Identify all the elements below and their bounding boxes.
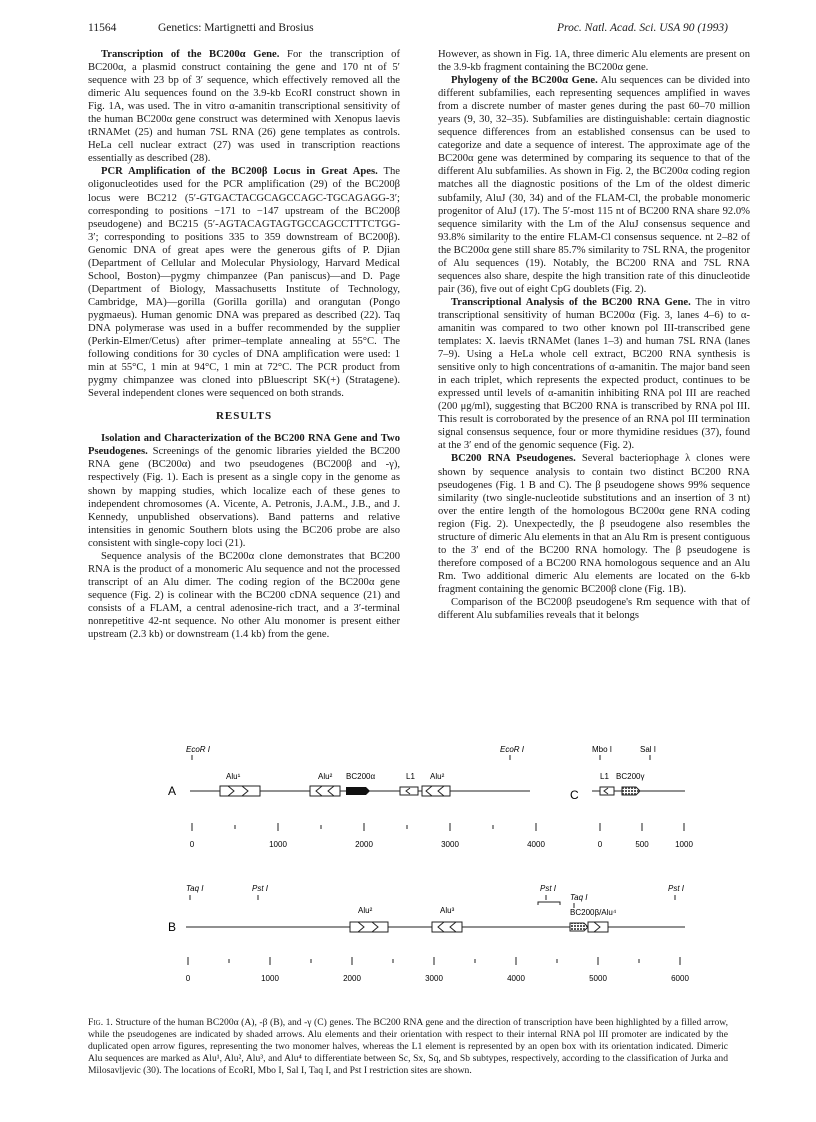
l1-element-a	[400, 787, 418, 795]
tick-label: 2000	[355, 840, 373, 849]
panel-c-scale	[598, 823, 694, 849]
left-column	[88, 48, 400, 641]
tick-label: 1000	[261, 974, 279, 983]
paragraph-phylogeny	[438, 74, 750, 296]
tick-label: 5000	[589, 974, 607, 983]
run-in-heading: Transcription of the BC200α Gene.	[101, 49, 280, 60]
alu2b-element	[422, 786, 450, 796]
bc200g-label: BC200γ	[616, 772, 645, 781]
mboi-label: Mbo I	[592, 745, 613, 754]
paragraph-body: Alu sequences can be divided into different subfamilies, each representing sequences amplified in waves from a discrete number of master genes during the past 60–70 million years (9, 30, 32–35). Subfamilies are distinguishable: certain diagnostic sequence differences from an established consensus can be used to categorize and date a sequence of interest. The approximate age of the BC200α gene was determined by comparing its sequence to that of the different Alu subfamilies. As shown in Fig. 2, the BC200α coding region matches all the diagnostic positions of the Lm of the oldest dimeric subfamily, AluJ (30, 34) and of the FLAM-Cl, the probable monomeric progenitor of AluJ (17). The 5′-most 115 nt of BC200 RNA share 92.0% sequence similarity with the Lm of the AluJ consensus sequence and 93.8% similarity to the entire FLAM-Cl consensus sequence. nt 2–82 of the BC200α gene still share 85.7% similarity to 7SL RNA, the progenitor of Alu sequences (19). Notably, the BC200 RNA and 7SL RNA sequences also share, despite the high transition rate of this dinucleotide pair (36), five out of eight CpG doublets (Fig. 2).	[438, 75, 750, 295]
panel-a-scale	[190, 823, 546, 849]
psti-left-label: Pst I	[252, 884, 269, 893]
tick-label: 3000	[441, 840, 459, 849]
panel-c-label: C	[570, 788, 579, 802]
right-column	[438, 48, 750, 622]
ecori-right-label: EcoR I	[500, 745, 525, 754]
alu2-b-element	[350, 922, 388, 932]
paragraph-body: For the transcription of BC200α, a plasmid construct containing the gene and 170 nt of 5′ sequence with 23 bp of 3′ sequence, which effectively removed all the dimeric Alu sequences found on the 3.9-kb EcoRI construct shown in Fig. 1A, was used. The in vitro α-amanitin transcriptional sensitivity of the human BC200α gene construct was determined with Xenopus laevis tRNAMet (25) and human 7SL RNA (26) gene templates as controls. HeLa cell nuclear extract (27) was used in transcription reactions essentially as described (28).	[88, 49, 400, 165]
alu2a-label: Alu²	[318, 772, 333, 781]
bc200b-label: BC200β/Alu⁴	[570, 908, 617, 917]
tick-label: 1000	[269, 840, 287, 849]
figure-1-caption	[88, 1017, 728, 1077]
paragraph-transcription	[88, 48, 400, 165]
running-title: Genetics: Martignetti and Brosius	[158, 22, 314, 34]
tick-label: 4000	[507, 974, 525, 983]
paragraph-body: Several bacteriophage λ clones were shown by sequence analysis to contain two distinct BC200 RNA pseudogenes (Fig. 1 B and C). The β pseudogene shows 99% sequence similarity (two single-nucleotide substitutions and an insertion of 3 nt) over the entire length of the homologous BC200α gene RNA coding region (Fig. 2). Unexpectedly, the β pseudogene also resembles the structure of dimeric Alu elements in that an Alu Rm is present contiguous to the 3′ end of the BC200 RNA homology. The β pseudogene is therefore composed of a BC200 RNA homologous sequence and an Alu Rm. Two additional dimeric Alu elements are located on the 6-kb fragment containing the genomic BC200β clone (Fig. 1B).	[438, 453, 750, 595]
run-in-heading: BC200 RNA Pseudogenes.	[451, 453, 576, 465]
psti-mid-label: Pst I	[540, 884, 557, 893]
run-in-heading: PCR Amplification of the BC200β Locus in Great Apes.	[101, 166, 378, 178]
psti-right-label: Pst I	[668, 884, 685, 893]
taqi-left-label: Taq I	[186, 884, 204, 893]
paragraph-comparison: Comparison of the BC200β pseudogene's Rm sequence with that of different Alu subfamilies reveals that it belongs	[438, 596, 750, 622]
l1-label-a: L1	[406, 772, 415, 781]
panel-b-scale	[186, 957, 690, 983]
caption-text: Structure of the human BC200α (A), -β (B), and -γ (C) genes. The BC200 RNA gene and the direction of transcription have been highlighted by a filled arrow, while the pseudogenes are indicated by shaded arrows. Alu elements and their orientation with respect to their internal RNA pol III promoter are indicated by the duplicated open arrow figures, representing the two monomer halves, whereas the L1 element is represented by an open box with its orientation indicated. Dimeric Alu sequences are marked as Alu¹, Alu², Alu³, and Alu⁴ to differentiate between Sc, Sx, Sq, and Sb subtypes, respectively, according to the classification of Jurka and Milosavljevic (30). The locations of EcoRI, Mbo I, Sal I, Taq I, and Pst I restriction sites are shown.	[88, 1017, 728, 1076]
tick-label: 3000	[425, 974, 443, 983]
alu2a-element	[310, 786, 340, 796]
paragraph-pseudogenes	[438, 452, 750, 596]
gene-map-diagram	[160, 745, 700, 1017]
tick-label: 4000	[527, 840, 545, 849]
alu2-b-label: Alu²	[358, 906, 373, 915]
tick-label: 0	[597, 840, 603, 849]
tick-label: 500	[635, 840, 649, 849]
paragraph-body: The oligonucleotides used for the PCR amplification (29) of the BC200β locus were BC212 (5′-GTGACTACGCAGCCAGC-TGCAGAGG-3′; corresponding to positions −171 to −147 upstream of the BC200β pseudogene) and BC215 (5′-AGTACAGTAGTGCCAGCCTTTCTGG-3′; corresponding to positions 335 to 359 downstream of BC200β). Genomic DNA of great apes were the generous gifts of P. Djian (Department of Cellular and Molecular Physiology, Harvard Medical School, Boston)—pygmy chimpanzee (Pan paniscus)—and D. Page (Department of Biology, Massachusetts Institute of Technology, Cambridge, MA)—gorilla (Gorilla gorilla) and orangutan (Pongo pygmaeus). Human genomic DNA was prepared as described (22). Taq DNA polymerase was used in a buffer recommended by the supplier (Perkin-Elmer/Cetus) after primer–template annealing at 55°C. The following conditions for 30 cycles of DNA amplification were used: 1 min at 55°C, 1 min at 94°C, 1 min at 72°C. The PCR product from pygmy chimpanzee was cloned into pBluescript SK(+) (Stratagene). Several independent clones were sequenced on both strands.	[88, 166, 400, 400]
page-number: 11564	[88, 22, 117, 34]
paragraph-continued: However, as shown in Fig. 1A, three dimeric Alu elements are present on the 3.9-kb fragment containing the BC200α gene.	[438, 49, 750, 74]
alu4-element	[588, 922, 608, 932]
caption-label: Fig. 1.	[88, 1017, 113, 1028]
paragraph-pcr	[88, 165, 400, 400]
section-heading-results: RESULTS	[215, 410, 273, 423]
sali-label: Sal I	[640, 745, 657, 754]
bc200g-pseudogene-arrow	[622, 787, 640, 795]
bc200a-label: BC200α	[346, 772, 376, 781]
run-in-heading: Phylogeny of the BC200α Gene.	[451, 75, 598, 87]
page-header	[88, 22, 728, 38]
figure-1-gene-maps	[160, 745, 700, 1017]
journal-citation: Proc. Natl. Acad. Sci. USA 90 (1993)	[557, 22, 728, 34]
run-in-heading: Isolation and Characterization of the BC200 RNA Gene and Two Pseudogenes.	[88, 433, 400, 458]
paragraph-body: The in vitro transcriptional sensitivity of human BC200α (Fig. 3, lanes 4–6) to α-amanitin was compared to two other known pol III-transcribed gene templates: X. laevis tRNAMet (lanes 1–3) and human 7SL RNA (lanes 7–9). Using a HeLa whole cell extract, BC200 RNA synthesis is sensitive only to high concentrations of α-amanitin. The major band seen in each triplet, which represents the expected product, continues to be expressed until levels of α-amanitin inhibiting RNA pol III are reached (200 μg/ml), suggesting that BC200 RNA is transcribed by RNA pol III. This result is corroborated by the presence of an RNA pol III termination signal consensus sequence, four or more thymidine residues (37), found at the 3′ end of the genomic sequence (Fig. 2).	[438, 296, 750, 452]
alu1-element	[220, 786, 260, 796]
paragraph-isolation	[88, 432, 400, 549]
l1-label-c: L1	[600, 772, 609, 781]
alu1-label: Alu¹	[226, 772, 241, 781]
tick-label: 2000	[343, 974, 361, 983]
run-in-heading: Transcriptional Analysis of the BC200 RNA Gene.	[451, 296, 691, 308]
alu3-label: Alu³	[440, 906, 455, 915]
bc200a-gene-arrow	[346, 787, 370, 795]
bc200b-pseudogene-arrow	[570, 923, 588, 931]
paragraph-body: Screenings of the genomic libraries yielded the BC200 RNA gene (BC200α) and two pseudogenes (BC200β and -γ), respectively (Fig. 1). Each is present as a single copy in the genome as shown by mapping studies, which localize each of these genes to independent chromosomes (A. Vicente, A. Petronis, J.A.M., J.B., and J. Kennedy, unpublished observations). Band patterns and relative intensities in genomic Southern blots using the BC206 probe are also consistent with single-copy loci (21).	[88, 446, 400, 549]
tick-label: 0	[189, 840, 195, 849]
tick-label: 6000	[671, 974, 689, 983]
paragraph-sequence-analysis: Sequence analysis of the BC200α clone demonstrates that BC200 RNA is the product of a monomeric Alu sequence and not the processed transcript of an Alu dimer. The coding region of the BC200α gene sequence (Fig. 2) is colinear with the BC200 cDNA sequence (21) and consists of a FLAM, a central adenosine-rich tract, and a 3′-terminal nonrepetitive 42-nt sequence. No other Alu monomer is present either upstream (2.3 kb) or downstream (1.4 kb) from the gene.	[88, 550, 400, 641]
taqi-mid-label: Taq I	[570, 893, 588, 902]
panel-b-label: B	[168, 920, 177, 934]
l1-element-c	[600, 787, 614, 795]
tick-label: 0	[185, 974, 191, 983]
alu3-element	[432, 922, 462, 932]
alu2b-label: Alu²	[430, 772, 445, 781]
paragraph-transcriptional-analysis	[438, 296, 750, 453]
tick-label: 1000	[675, 840, 693, 849]
panel-a-label: A	[168, 784, 177, 798]
sequenced-region-bracket	[538, 902, 560, 905]
ecori-left-label: EcoR I	[186, 745, 211, 754]
